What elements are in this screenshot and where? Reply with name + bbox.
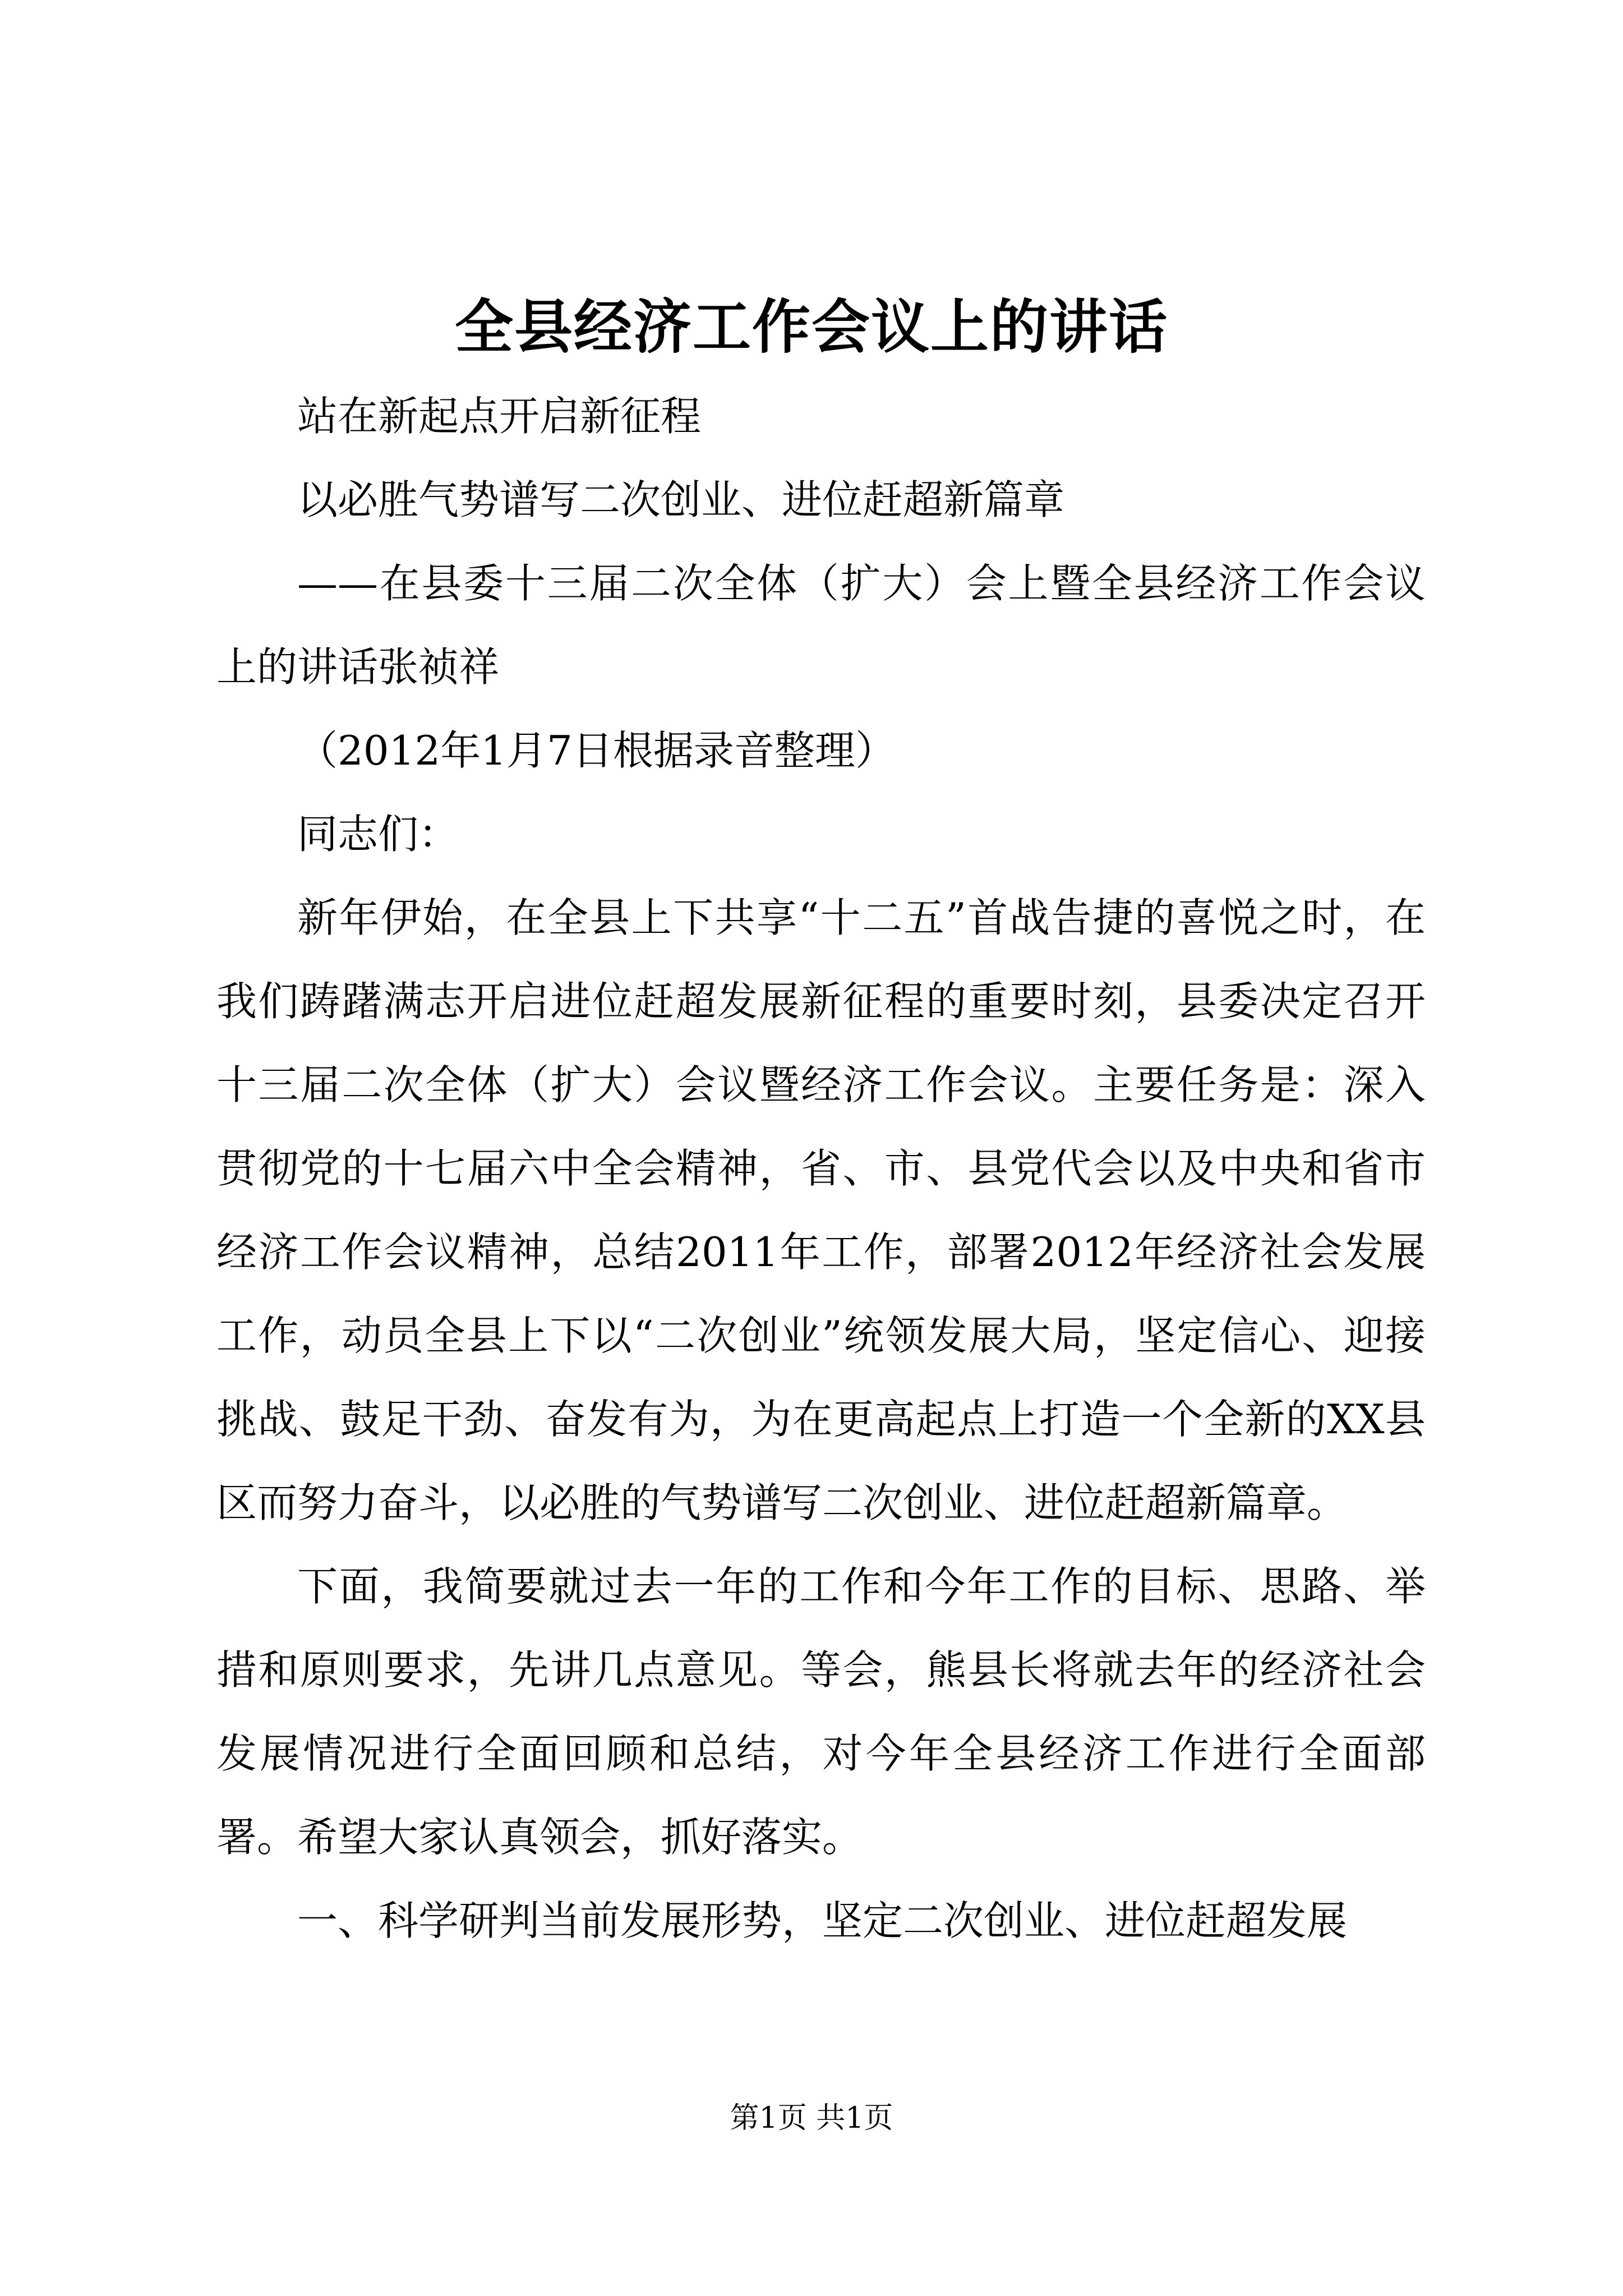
body-paragraph: 新年伊始，在全县上下共享“十二五”首战告捷的喜悦之时，在我们踌躇满志开启进位赶超发展新征程的重要时刻，县委决定召开十三届二次全体（扩大）会议暨经济工作会议。主要任务是：深入贯彻党的十七届六中全会精神，省、市、县党代会以及中央和省市经济工作会议精神，总结2011年工作，部署2012年经济社会发展工作，动员全县上下以“二次创业”统领发展大局，坚定信心、迎接挑战、鼓足干劲、奋发有为，为在更高起点上打造一个全新的XX县区而努力奋斗，以必胜的气势谱写二次创业、进位赶超新篇章。 (216, 894, 1426, 1526)
section-heading: 一、科学研判当前发展形势，坚定二次创业、进位赶超发展 (297, 1897, 1348, 1944)
subtitle-line-2: 以必胜气势谱写二次创业、进位赶超新篇章 (297, 476, 1065, 523)
date-note: （2012年1月7日根据录音整理） (297, 727, 896, 774)
body-paragraph: 下面，我简要就过去一年的工作和今年工作的目标、思路、举措和原则要求，先讲几点意见。等会，熊县长将就去年的经济社会发展情况进行全面回顾和总结，对今年全县经济工作进行全面部署。希望大家认真领会，抓好落实。 (216, 1563, 1426, 1861)
document-title: 全县经济工作会议上的讲话 (454, 292, 1168, 361)
document-body (216, 375, 1426, 1963)
speech-occasion: ——在县委十三届二次全体（扩大）会上暨全县经济工作会议上的讲话张祯祥 (216, 560, 1426, 691)
page-footer: 第1页 共1页 (730, 2101, 893, 2135)
salutation: 同志们： (297, 811, 459, 858)
subtitle-line-1: 站在新起点开启新征程 (297, 393, 702, 440)
